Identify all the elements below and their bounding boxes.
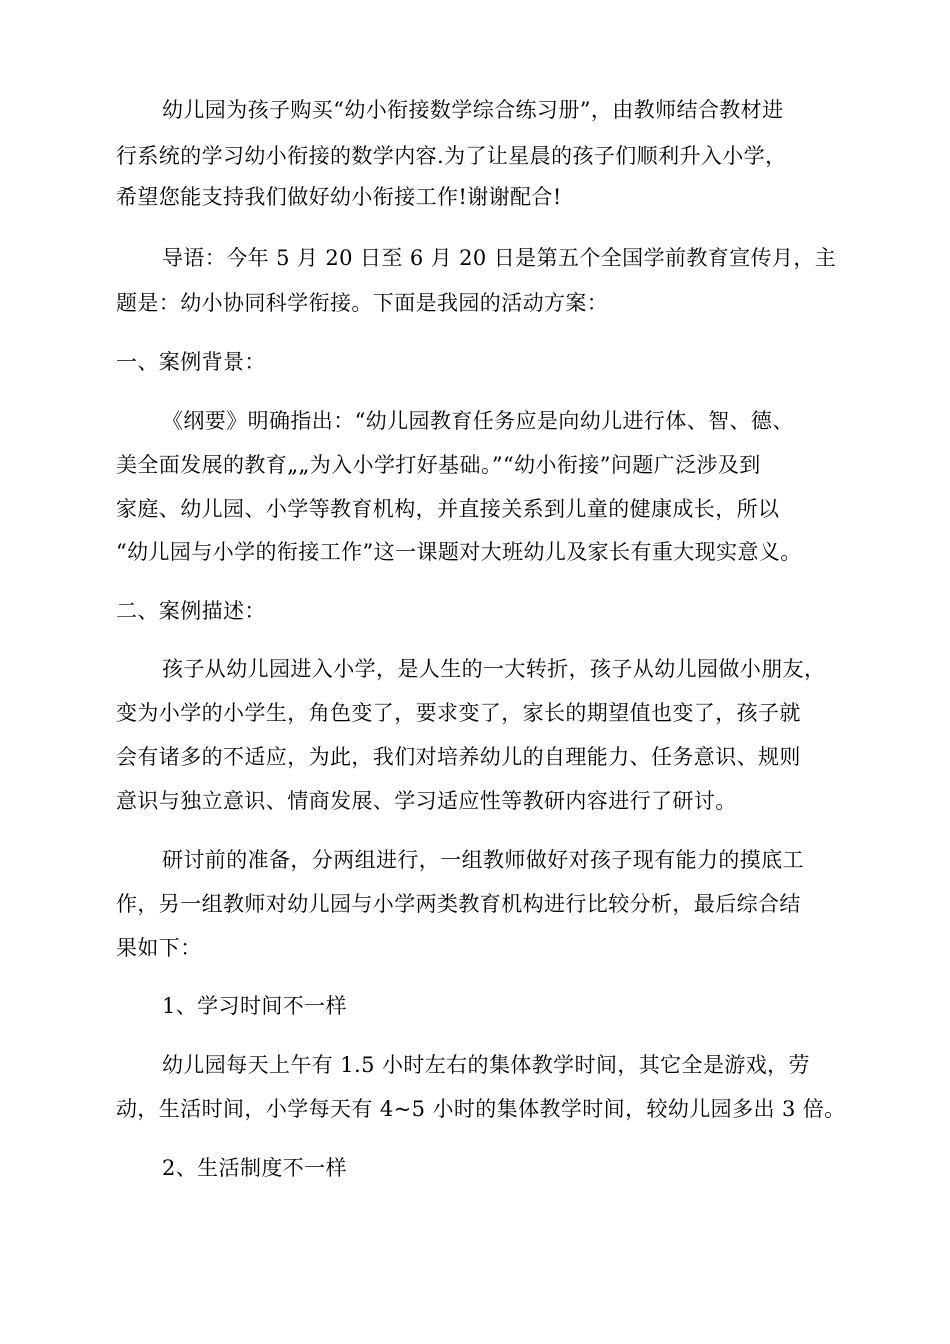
section-heading-description: 二、案例描述： — [116, 599, 266, 623]
text-line-16: 研讨前的准备，分两组进行，一组教师做好对孩子现有能力的摸底工 — [162, 848, 804, 872]
text-line-18: 果如下： — [116, 936, 202, 960]
text-line-1: 幼儿园为孩子购买“幼小衔接数学综合练习册”，由教师结合教材进 — [162, 98, 784, 122]
text-line-2: 行系统的学习幼小衔接的数学内容.为了让星晨的孩子们顺利升入小学， — [116, 144, 787, 168]
text-line-5: 题是：幼小协同科学衔接。下面是我园的活动方案： — [116, 291, 609, 315]
text-line-14: 会有诸多的不适应，为此，我们对培养幼儿的自理能力、任务意识、规则 — [116, 745, 801, 769]
text-line-8: 美全面发展的教育„„为入小学打好基础。”“幼小衔接”问题广泛涉及到 — [116, 453, 761, 477]
text-line-7: 《纲要》明确指出：“幼儿园教育任务应是向幼儿进行体、智、德、 — [162, 409, 794, 433]
text-line-3: 希望您能支持我们做好幼小衔接工作!谢谢配合! — [116, 185, 562, 209]
text-line-15: 意识与独立意识、情商发展、学习适应性等教研内容进行了研讨。 — [116, 789, 737, 813]
text-line-12: 孩子从幼儿园进入小学，是人生的一大转折，孩子从幼儿园做小朋友， — [162, 657, 826, 681]
text-line-9: 家庭、幼儿园、小学等教育机构，并直接关系到儿童的健康成长，所以 — [116, 497, 780, 521]
text-line-4: 导语：今年 5 月 20 日至 6 月 20 日是第五个全国学前教育宣传月，主 — [162, 246, 837, 270]
text-line-10: “幼儿园与小学的衔接工作”这一课题对大班幼儿及家长有重大现实意义。 — [116, 540, 802, 564]
subsection-heading-1: 1、学习时间不一样 — [162, 994, 347, 1018]
subsection-heading-2: 2、生活制度不一样 — [162, 1156, 347, 1180]
text-line-21: 动，生活时间，小学每天有 4~5 小时的集体教学时间，较幼儿园多出 3 倍。 — [116, 1097, 846, 1121]
text-line-13: 变为小学的小学生，角色变了，要求变了，家长的期望值也变了，孩子就 — [116, 701, 801, 725]
section-heading-background: 一、案例背景： — [116, 350, 266, 374]
text-line-17: 作，另一组教师对幼儿园与小学两类教育机构进行比较分析，最后综合结 — [116, 892, 801, 916]
text-line-20: 幼儿园每天上午有 1.5 小时左右的集体教学时间，其它全是游戏，劳 — [162, 1053, 810, 1077]
